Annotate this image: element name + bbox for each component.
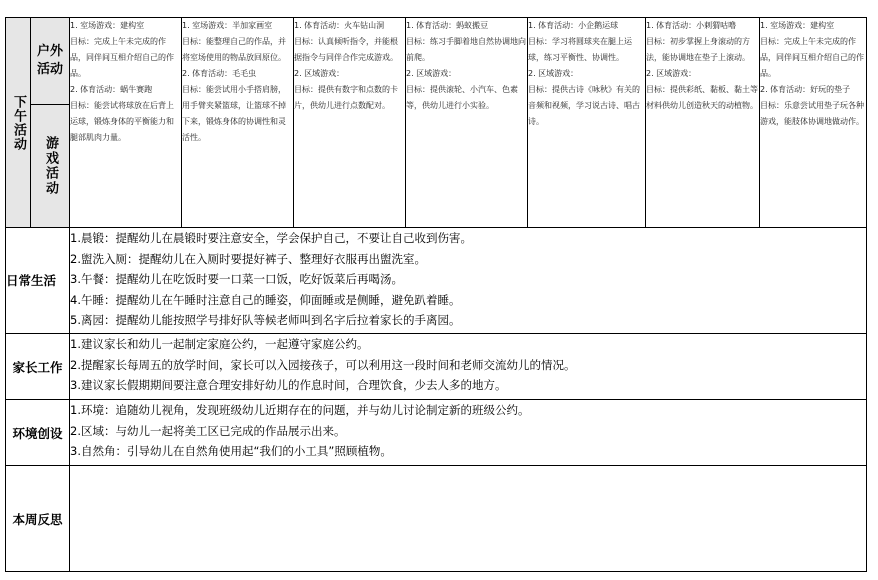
daily-life-item: 1.晨锻：提醒幼儿在晨锻时要注意安全，学会保护自己，不要让自己收到伤害。 xyxy=(70,231,472,245)
day-3-goal-1: 目标：认真倾听指令，并能根据指令与同伴合作完成游戏。 xyxy=(294,37,398,62)
day-7-goal-2: 目标：乐意尝试用垫子玩各种游戏，能肢体协调地做动作。 xyxy=(760,101,864,126)
day-5-goal-2: 目标：提供古诗《咏秋》有关的音频和视频，学习说古诗、唱古诗。 xyxy=(528,85,640,126)
daily-life-label-cell xyxy=(6,228,70,334)
parents-label-cell xyxy=(6,334,70,400)
parents-item: 2.提醒家长每周五的放学时间，家长可以入园接孩子，可以利用这一段时间和老师交流幼儿的情况。 xyxy=(70,357,576,372)
day-6-goal-2: 目标：提供彩纸、黏板、黏土等材料供幼儿创造秋天的动植物。 xyxy=(646,85,758,110)
afternoon-label: 下午活动 xyxy=(11,94,26,151)
games-label-cell xyxy=(31,105,70,228)
day-4-goal-1: 目标：练习手脚着地自然协调地向前爬。 xyxy=(406,37,526,62)
day-cell-7 xyxy=(760,18,867,228)
day-3-activity-2: 2. 区域游戏： xyxy=(294,69,345,78)
day-6-activity-2: 2. 区域游戏： xyxy=(646,69,697,78)
day-1-activity-2: 2. 体育活动：蜗牛赛跑 xyxy=(70,85,153,94)
environment-content xyxy=(70,400,867,466)
day-4-goal-2: 目标：提供滚轮、小汽车、色素等，供幼儿进行小实验。 xyxy=(406,85,518,110)
day-2-goal-1: 目标：能整理自己的作品，并将室场使用的物品放回原位。 xyxy=(182,37,286,62)
day-1-goal-1: 目标：完成上午未完成的作品，同伴间互相介绍自己的作品。 xyxy=(70,37,174,78)
reflection-label-cell xyxy=(6,466,70,572)
afternoon-label-cell xyxy=(6,18,31,228)
environment-row xyxy=(6,400,867,466)
day-cell-4 xyxy=(406,18,528,228)
day-3-activity-1: 1. 体育活动：火车钻山洞 xyxy=(294,21,385,30)
daily-life-item: 4.午睡：提醒幼儿在午睡时注意自己的睡姿，仰面睡或是侧睡，避免趴着睡。 xyxy=(70,292,461,307)
day-6-goal-1: 目标：初步掌握上身滚动的方法，能协调地在垫子上滚动。 xyxy=(646,37,750,62)
reflection-row xyxy=(6,466,867,572)
day-5-activity-2: 2. 区域游戏： xyxy=(528,69,579,78)
daily-life-item: 5.离园：提醒幼儿能按照学号排好队等候老师叫到名字后拉着家长的手离园。 xyxy=(70,313,461,327)
day-4-activity-2: 2. 区域游戏： xyxy=(406,69,457,78)
environment-label: 环境创设 xyxy=(12,425,63,441)
environment-item: 2.区域：与幼儿一起将美工区已完成的作品展示出来。 xyxy=(70,423,346,438)
day-2-activity-1: 1. 室场游戏：半加家画室 xyxy=(182,21,273,30)
environment-item: 3.自然角：引导幼儿在自然角使用起“我们的小工具”照顾植物。 xyxy=(70,444,392,458)
parents-row xyxy=(6,334,867,400)
reflection-content xyxy=(70,466,867,572)
afternoon-row-1 xyxy=(6,18,867,105)
day-cell-1 xyxy=(70,18,182,228)
daily-life-content xyxy=(70,228,867,334)
day-cell-2 xyxy=(182,18,294,228)
daily-life-label: 日常生活 xyxy=(6,272,57,288)
day-cell-6 xyxy=(646,18,760,228)
day-2-activity-2: 2. 体育活动：毛毛虫 xyxy=(182,69,257,78)
outdoor-label: 户外活动 xyxy=(36,44,63,77)
day-7-activity-2: 2. 体育活动：好玩的垫子 xyxy=(760,85,851,94)
day-cell-5 xyxy=(528,18,646,228)
outdoor-label-cell xyxy=(31,18,70,105)
day-5-activity-1: 1. 体育活动：小企鹅运球 xyxy=(528,21,619,30)
daily-life-item: 3.午餐：提醒幼儿在吃饭时要一口菜一口饭，吃好饭菜后再喝汤。 xyxy=(70,272,403,286)
day-7-activity-1: 1. 室场游戏：建构室 xyxy=(760,21,835,30)
day-3-goal-2: 目标：提供有数字和点数的卡片，供幼儿进行点数配对。 xyxy=(294,85,398,110)
parents-content xyxy=(70,334,867,400)
day-4-activity-1: 1. 体育活动：蚂蚁搬豆 xyxy=(406,21,489,30)
day-cell-3 xyxy=(294,18,406,228)
games-label: 游戏活动 xyxy=(43,136,58,196)
day-7-goal-1: 目标：完成上午未完成的作品，同伴间互相介绍自己的作品。 xyxy=(760,37,864,78)
parents-label: 家长工作 xyxy=(12,359,63,375)
day-2-goal-2: 目标：能尝试用小手搭肩膀，用手臂夹紧篮球，让篮球不掉下来，锻炼身体的协调性和灵活性。 xyxy=(182,85,286,142)
reflection-label: 本周反思 xyxy=(12,511,63,527)
day-1-activity-1: 1. 室场游戏：建构室 xyxy=(70,21,145,30)
parents-item: 3.建议家长假期期间要注意合理安排好幼儿的作息时间，合理饮食，少去人多的地方。 xyxy=(70,378,507,392)
day-6-activity-1: 1. 体育活动：小刺猬咕噜 xyxy=(646,21,737,30)
weekly-plan-table xyxy=(5,17,867,572)
parents-item: 1.建议家长和幼儿一起制定家庭公约，一起遵守家庭公约。 xyxy=(70,337,369,351)
environment-item: 1.环境：追随幼儿视角，发现班级幼儿近期存在的问题，并与幼儿讨论制定新的班级公约。 xyxy=(70,403,530,417)
daily-life-item: 2.盥洗入厕：提醒幼儿在入厕时要提好裤子、整理好衣服再出盥洗室。 xyxy=(70,251,426,266)
daily-life-row xyxy=(6,228,867,334)
day-1-goal-2: 目标：能尝试将球放在后背上运球，锻炼身体的平衡能力和腿部肌肉力量。 xyxy=(70,101,174,142)
environment-label-cell xyxy=(6,400,70,466)
day-5-goal-1: 目标：学习将圆球夹在腿上运球，练习平衡性、协调性。 xyxy=(528,37,632,62)
